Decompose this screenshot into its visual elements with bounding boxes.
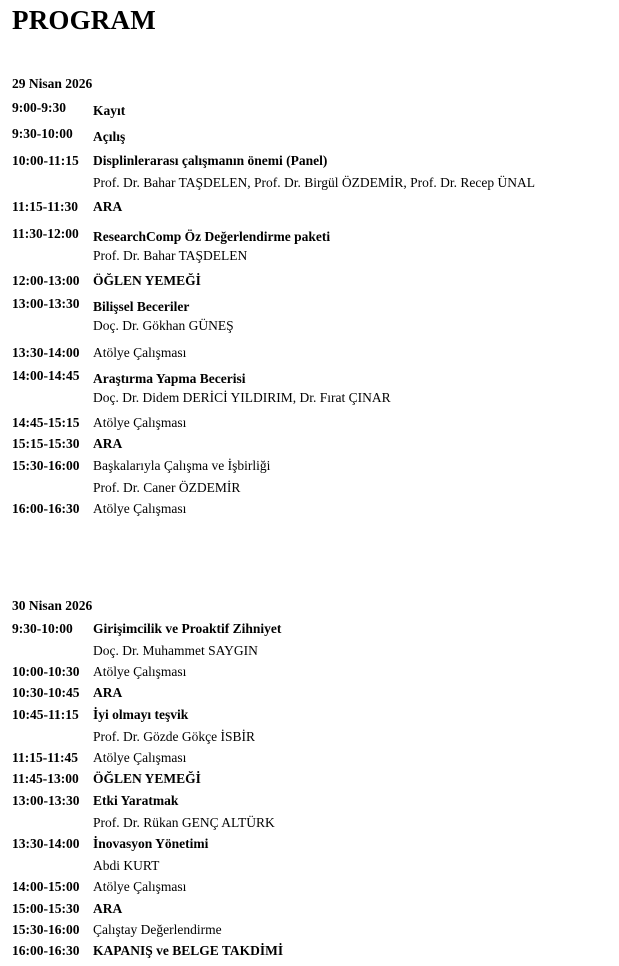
time-slot: 14:00-14:45 — [12, 368, 80, 383]
day-date: 29 Nisan 2026 — [12, 76, 93, 91]
session-title: İnovasyon Yönetimi — [93, 836, 209, 851]
time-slot: 10:00-10:30 — [12, 664, 80, 679]
time-slot: 12:00-13:00 — [12, 273, 80, 288]
session-title: ÖĞLEN YEMEĞİ — [93, 273, 201, 288]
session-title: Atölye Çalışması — [93, 501, 187, 516]
program-title: PROGRAM — [12, 5, 156, 35]
speaker-line: Prof. Dr. Bahar TAŞDELEN — [93, 248, 248, 263]
time-slot: 14:00-15:00 — [12, 879, 80, 894]
speaker-line: Prof. Dr. Gözde Gökçe İSBİR — [93, 729, 255, 744]
session-title: ARA — [93, 199, 123, 214]
day-date: 30 Nisan 2026 — [12, 598, 93, 613]
session-title: Atölye Çalışması — [93, 415, 187, 430]
session-title: Başkalarıyla Çalışma ve İşbirliği — [93, 458, 271, 473]
session-title: Çalıştay Değerlendirme — [93, 922, 222, 937]
time-slot: 15:15-15:30 — [12, 436, 80, 451]
speaker-line: Doç. Dr. Gökhan GÜNEŞ — [93, 318, 234, 333]
session-title: Atölye Çalışması — [93, 664, 187, 679]
session-title: Atölye Çalışması — [93, 879, 187, 894]
time-slot: 11:15-11:45 — [12, 750, 78, 765]
speaker-line: Prof. Dr. Caner ÖZDEMİR — [93, 480, 241, 495]
time-slot: 11:15-11:30 — [12, 199, 78, 214]
time-slot: 9:30-10:00 — [12, 126, 73, 141]
session-title: Açılış — [93, 129, 126, 144]
time-slot: 9:30-10:00 — [12, 621, 73, 636]
speaker-line: Prof. Dr. Bahar TAŞDELEN, Prof. Dr. Birgül ÖZDEMİR, Prof. Dr. Recep ÜNAL — [93, 175, 535, 190]
time-slot: 13:30-14:00 — [12, 345, 80, 360]
session-title: Atölye Çalışması — [93, 345, 187, 360]
time-slot: 10:30-10:45 — [12, 685, 80, 700]
session-title: KAPANIŞ ve BELGE TAKDİMİ — [93, 943, 284, 958]
session-title: Etki Yaratmak — [93, 793, 179, 808]
session-title: ARA — [93, 901, 123, 916]
time-slot: 11:45-13:00 — [12, 771, 79, 786]
time-slot: 16:00-16:30 — [12, 943, 80, 958]
speaker-line: Doç. Dr. Didem DERİCİ YILDIRIM, Dr. Fırat ÇINAR — [93, 390, 391, 405]
time-slot: 13:00-13:30 — [12, 793, 80, 808]
session-title: İyi olmayı teşvik — [93, 707, 189, 722]
time-slot: 10:45-11:15 — [12, 707, 79, 722]
session-title: Atölye Çalışması — [93, 750, 187, 765]
time-slot: 15:30-16:00 — [12, 458, 80, 473]
session-title: Girişimcilik ve Proaktif Zihniyet — [93, 621, 282, 636]
session-title: Bilişsel Beceriler — [93, 299, 190, 314]
speaker-line: Prof. Dr. Rükan GENÇ ALTÜRK — [93, 815, 275, 830]
time-slot: 14:45-15:15 — [12, 415, 80, 430]
session-title: ARA — [93, 436, 123, 451]
time-slot: 13:00-13:30 — [12, 296, 80, 311]
time-slot: 15:00-15:30 — [12, 901, 80, 916]
time-slot: 16:00-16:30 — [12, 501, 80, 516]
session-title: Kayıt — [93, 103, 126, 118]
session-title: ÖĞLEN YEMEĞİ — [93, 771, 201, 786]
time-slot: 15:30-16:00 — [12, 922, 80, 937]
time-slot: 10:00-11:15 — [12, 153, 79, 168]
time-slot: 13:30-14:00 — [12, 836, 80, 851]
session-title: Araştırma Yapma Becerisi — [93, 371, 246, 386]
session-title: ARA — [93, 685, 123, 700]
session-title: ResearchComp Öz Değerlendirme paketi — [93, 229, 331, 244]
time-slot: 11:30-12:00 — [12, 226, 79, 241]
speaker-line: Doç. Dr. Muhammet SAYGIN — [93, 643, 258, 658]
speaker-line: Abdi KURT — [93, 858, 160, 873]
session-title: Displinlerarası çalışmanın önemi (Panel) — [93, 153, 328, 168]
time-slot: 9:00-9:30 — [12, 100, 66, 115]
